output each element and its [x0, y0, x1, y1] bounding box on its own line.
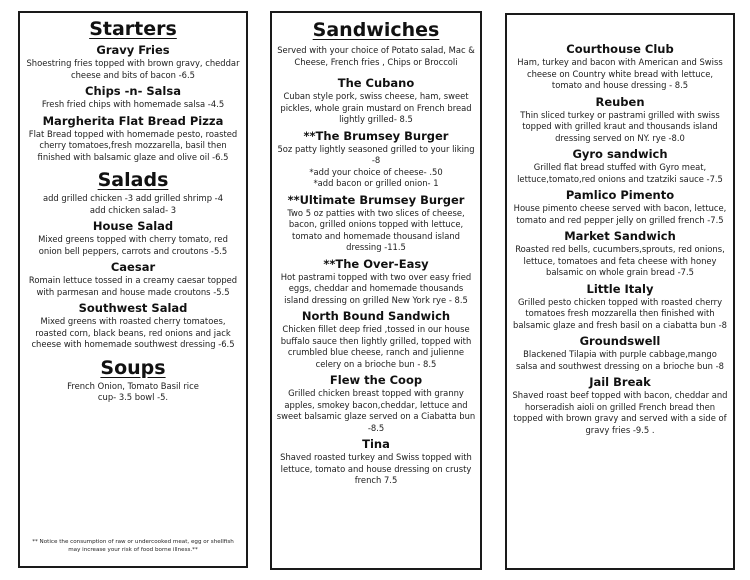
item-desc-courthouse-club: Ham, turkey and bacon with American and Swiss cheese on Country white bread with lettuce, tomato and house dressing - 8.5 [517, 57, 723, 90]
soup-prices: cup- 3.5 bowl -5. [97, 392, 169, 402]
item-desc-house-salad: Mixed greens topped with cherry tomato, red onion bell peppers, carrots and croutons -5.5 [38, 234, 228, 256]
item-desc-groundswell: Blackened Tilapia with purple cabbage,mango salsa and southwest dressing on a brioche bun -8 [516, 349, 724, 371]
item-name-chips-salsa: Chips -n- Salsa [85, 84, 181, 98]
item-name-cubano: The Cubano [337, 76, 415, 90]
menu-panel-sandwiches [270, 11, 482, 570]
item-desc-chips-salsa: Fresh fried chips with homemade salsa -4.5 [41, 99, 225, 109]
section-title-starters: Starters [89, 18, 177, 40]
item-name-jail-break: Jail Break [589, 375, 651, 389]
item-name-tina: Tina [362, 437, 390, 451]
item-desc-gyro: Grilled flat bread stuffed with Gyro meat, lettuce,tomato,red onions and tzatziki sauce -7.5 [517, 162, 723, 184]
item-desc-flatbread-pizza: Flat Bread topped with homemade pesto, roasted cherry tomatoes,fresh mozzarella, basil then finished with balsamic glaze and olive oil -6.5 [28, 128, 238, 162]
item-desc-north-bound: Chicken fillet deep fried ,tossed in our house buffalo sauce then lightly grilled, topped with crumbled blue cheese, ranch and julienne celery on a brioche bun - 8.5 [280, 324, 472, 369]
item-name-house-salad: House Salad [92, 219, 174, 233]
soup-options: French Onion, Tomato Basil rice [67, 380, 199, 391]
item-name-reuben: Reuben [595, 94, 645, 109]
item-desc-reuben: Thin sliced turkey or pastrami grilled with swiss topped with grilled kraut and thousands island dressing served on NY. rye -8.0 [520, 109, 720, 143]
item-desc-brumsey-burger: 5oz patty lightly seasoned grilled to your liking -8 [277, 143, 475, 165]
item-name-groundswell: Groundswell [579, 334, 661, 348]
item-desc-ultimate-brumsey: Two 5 oz patties with two slices of cheese, bacon, grilled onions topped with lettuce, tomato and homemade thousand island dressing -11.5 [287, 207, 465, 252]
item-name-ultimate-brumsey: **Ultimate Brumsey Burger [287, 192, 465, 207]
salad-addon-line: add chicken salad- 3 [89, 204, 177, 215]
item-desc-caesar: Romain lettuce tossed in a creamy caesar topped with parmesan and house made croutons -5.5 [28, 275, 238, 297]
item-name-gyro: Gyro sandwich [572, 147, 668, 161]
item-addon-cheese: *add your choice of cheese- .50 [309, 166, 443, 177]
item-name-courthouse-club: Courthouse Club [566, 42, 674, 56]
item-name-southwest-salad: Southwest Salad [78, 301, 188, 315]
item-name-caesar: Caesar [110, 260, 156, 274]
item-addon-bacon: *add bacon or grilled onion- 1 [313, 178, 439, 188]
item-desc-tina: Shaved roasted turkey and Swiss topped with lettuce, tomato and house dressing on crusty french 7.5 [280, 452, 472, 485]
item-name-gravy-fries: Gravy Fries [96, 43, 170, 57]
item-desc-over-easy: Hot pastrami topped with two over easy fried eggs, cheddar and homemade thousands island dressing on grilled New York rye - 8.5 [280, 271, 472, 305]
sandwich-sides-intro: Served with your choice of Potato salad, Mac & Cheese, French fries , Chips or Broccoli [277, 45, 475, 67]
item-name-flatbread-pizza: Margherita Flat Bread Pizza [42, 113, 224, 128]
item-desc-little-italy: Grilled pesto chicken topped with roasted cherry tomatoes fresh mozzarella then finished with balsamic glaze and fresh basil on a ciabatta bun -8 [513, 296, 727, 330]
item-desc-southwest-salad: Mixed greens with roasted cherry tomatoes, roasted corn, black beans, red onions and jack cheese with homemade southwest dressing -6.5 [31, 316, 235, 349]
food-safety-notice: ** Notice the consumption of raw or undercooked meat, egg or shellfish may increase your risk of food borne illness.** [32, 539, 234, 553]
section-title-salads: Salads [97, 169, 169, 191]
menu-panel-starters-salads-soups [18, 11, 248, 568]
item-name-brumsey-burger: **The Brumsey Burger [303, 128, 449, 143]
section-title-soups: Soups [100, 356, 166, 379]
item-desc-gravy-fries: Shoestring fries topped with brown gravy, cheddar cheese and bits of bacon -6.5 [26, 58, 240, 80]
section-title-sandwiches: Sandwiches [312, 19, 440, 41]
item-name-market-sandwich: Market Sandwich [564, 229, 676, 243]
item-name-north-bound: North Bound Sandwich [301, 309, 451, 323]
item-name-pamlico-pimento: Pamlico Pimento [565, 188, 675, 202]
item-name-over-easy: **The Over-Easy [323, 256, 429, 271]
item-desc-market-sandwich: Roasted red bells, cucumbers,sprouts, red onions, lettuce, tomatoes and feta cheese with honey balsamic on whole grain bread -7.5 [515, 244, 725, 277]
item-desc-jail-break: Shaved roast beef topped with bacon, cheddar and horseradish aioli on grilled French bread then topped with brown gravy and served with a side of gravy fries -9.5 . [512, 390, 728, 435]
item-name-little-italy: Little Italy [586, 281, 654, 296]
item-desc-cubano: Cuban style pork, swiss cheese, ham, sweet pickles, whole grain mustard on French bread lightly grilled- 8.5 [280, 91, 472, 124]
menu-panel-sandwiches-continued [505, 13, 735, 570]
item-desc-pamlico-pimento: House pimento cheese served with bacon, lettuce, tomato and red pepper jelly on grilled french -7.5 [513, 203, 727, 225]
item-name-flew-the-coop: Flew the Coop [329, 373, 423, 387]
salad-addon-line: add grilled chicken -3 add grilled shrimp -4 [42, 193, 224, 203]
item-desc-flew-the-coop: Grilled chicken breast topped with granny apples, smokey bacon,cheddar, lettuce and sweet balsamic glaze served on a Ciabatta bun -8.5 [276, 388, 476, 433]
